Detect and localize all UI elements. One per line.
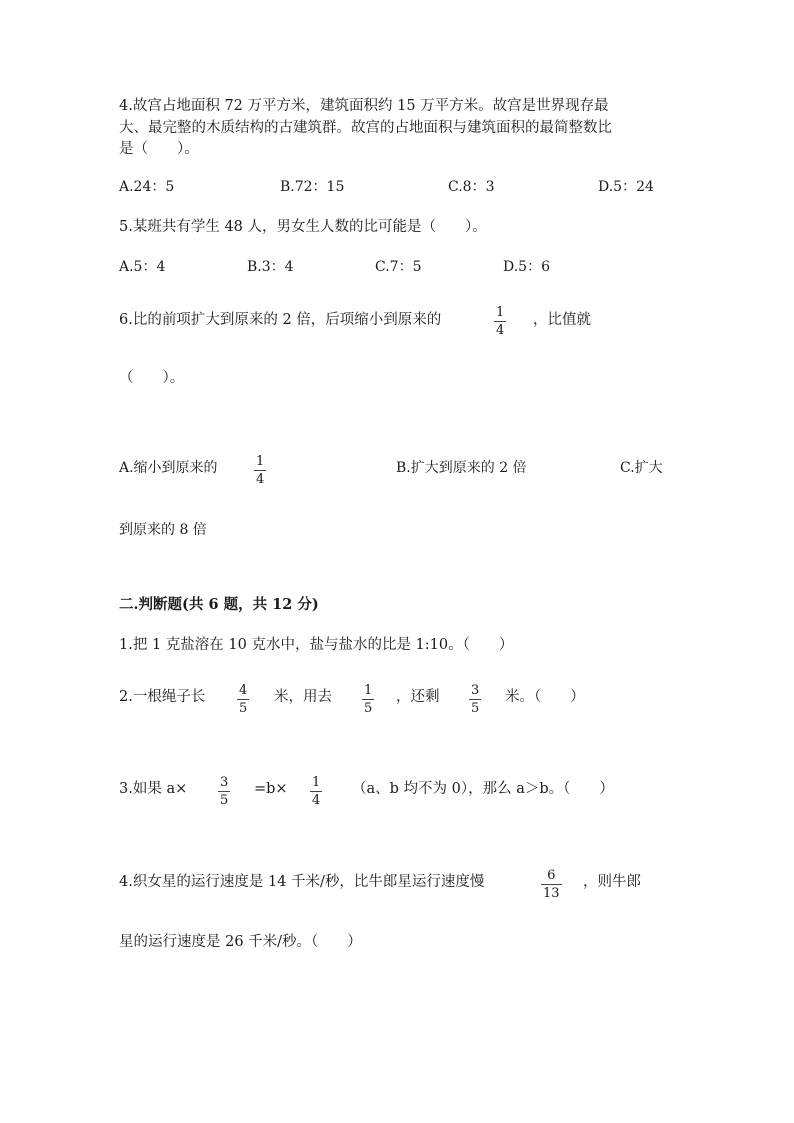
fraction-numerator: 3 — [220, 775, 229, 790]
j2-fraction-1 — [237, 683, 249, 716]
fraction-bar — [469, 699, 481, 700]
q6-fraction — [494, 305, 506, 338]
fraction-bar — [541, 884, 562, 885]
q6-text-part2: ，比值就 — [533, 312, 591, 328]
q4-line-2: 大、最完整的木质结构的古建筑群。故宫的占地面积与建筑面积的最简整数比 — [119, 120, 612, 136]
q6-choice-a[interactable]: A.缩小到原来的 — [119, 460, 218, 476]
fraction-denominator: 5 — [471, 701, 480, 716]
fraction-denominator: 4 — [496, 323, 505, 338]
section-title-judgement: 二.判断题(共 6 题，共 12 分) — [119, 596, 319, 613]
j3-text-part2: =b× — [254, 781, 288, 797]
j3-text-part3: （a、b 均不为 0），那么 a＞b。（ ） — [352, 781, 614, 797]
fraction-bar — [494, 321, 506, 322]
fraction-numerator: 1 — [364, 683, 373, 698]
j4-text-part2: ，则牛郎 — [583, 874, 641, 890]
j3-fraction-2 — [310, 775, 322, 808]
j4-line-2: 星的运行速度是 26 千米/秒。（ ） — [119, 934, 362, 950]
q6-choice-a-fraction — [254, 454, 266, 487]
j1-text: 1.把 1 克盐溶在 10 克水中，盐与盐水的比是 1:10。（ ） — [119, 637, 514, 653]
fraction-denominator: 4 — [256, 472, 265, 487]
q4-choice-b[interactable]: B.72：15 — [280, 179, 345, 195]
q4-choice-d[interactable]: D.5：24 — [598, 179, 654, 195]
q6-text-part1: 6.比的前项扩大到原来的 2 倍，后项缩小到原来的 — [119, 312, 442, 328]
q6-choice-b[interactable]: B.扩大到原来的 2 倍 — [396, 460, 527, 476]
j4-text-part1: 4.织女星的运行速度是 14 千米/秒，比牛郎星运行速度慢 — [119, 874, 485, 890]
fraction-numerator: 6 — [547, 868, 556, 883]
q6-line-2: （ ）。 — [119, 370, 185, 386]
q5-choice-d[interactable]: D.5：6 — [503, 259, 550, 275]
fraction-bar — [254, 470, 266, 471]
j3-fraction-1 — [218, 775, 230, 808]
q5-choice-b[interactable]: B.3：4 — [247, 259, 294, 275]
q4-choice-c[interactable]: C.8：3 — [448, 179, 495, 195]
fraction-bar — [362, 699, 374, 700]
fraction-numerator: 1 — [312, 775, 321, 790]
q6-choice-c-continued[interactable]: 到原来的 8 倍 — [119, 522, 207, 538]
q5-choice-c[interactable]: C.7：5 — [375, 259, 422, 275]
fraction-numerator: 3 — [471, 683, 480, 698]
fraction-denominator: 5 — [220, 793, 229, 808]
j2-fraction-2 — [362, 683, 374, 716]
fraction-denominator: 5 — [239, 701, 248, 716]
j2-text-part4: 米。（ ） — [505, 689, 585, 705]
fraction-denominator: 13 — [543, 886, 560, 901]
j2-text-part2: 米，用去 — [274, 689, 332, 705]
j4-fraction — [541, 868, 562, 901]
j2-text-part3: ，还剩 — [396, 689, 440, 705]
q5-text: 5.某班共有学生 48 人，男女生人数的比可能是（ ）。 — [119, 219, 487, 235]
fraction-bar — [310, 791, 322, 792]
fraction-numerator: 1 — [496, 305, 505, 320]
q5-choice-a[interactable]: A.5：4 — [119, 259, 166, 275]
fraction-denominator: 4 — [312, 793, 321, 808]
j2-fraction-3 — [469, 683, 481, 716]
q4-choice-a[interactable]: A.24：5 — [119, 179, 175, 195]
fraction-bar — [237, 699, 249, 700]
fraction-denominator: 5 — [364, 701, 373, 716]
fraction-bar — [218, 791, 230, 792]
j3-text-part1: 3.如果 a× — [119, 781, 188, 797]
j2-text-part1: 2.一根绳子长 — [119, 689, 206, 705]
fraction-numerator: 4 — [239, 683, 248, 698]
fraction-numerator: 1 — [256, 454, 265, 469]
q4-line-3: 是（ ）。 — [119, 141, 199, 157]
q4-line-1: 4.故宫占地面积 72 万平方米，建筑面积约 15 万平方米。故宫是世界现存最 — [119, 98, 609, 114]
q6-choice-c[interactable]: C.扩大 — [620, 460, 663, 476]
